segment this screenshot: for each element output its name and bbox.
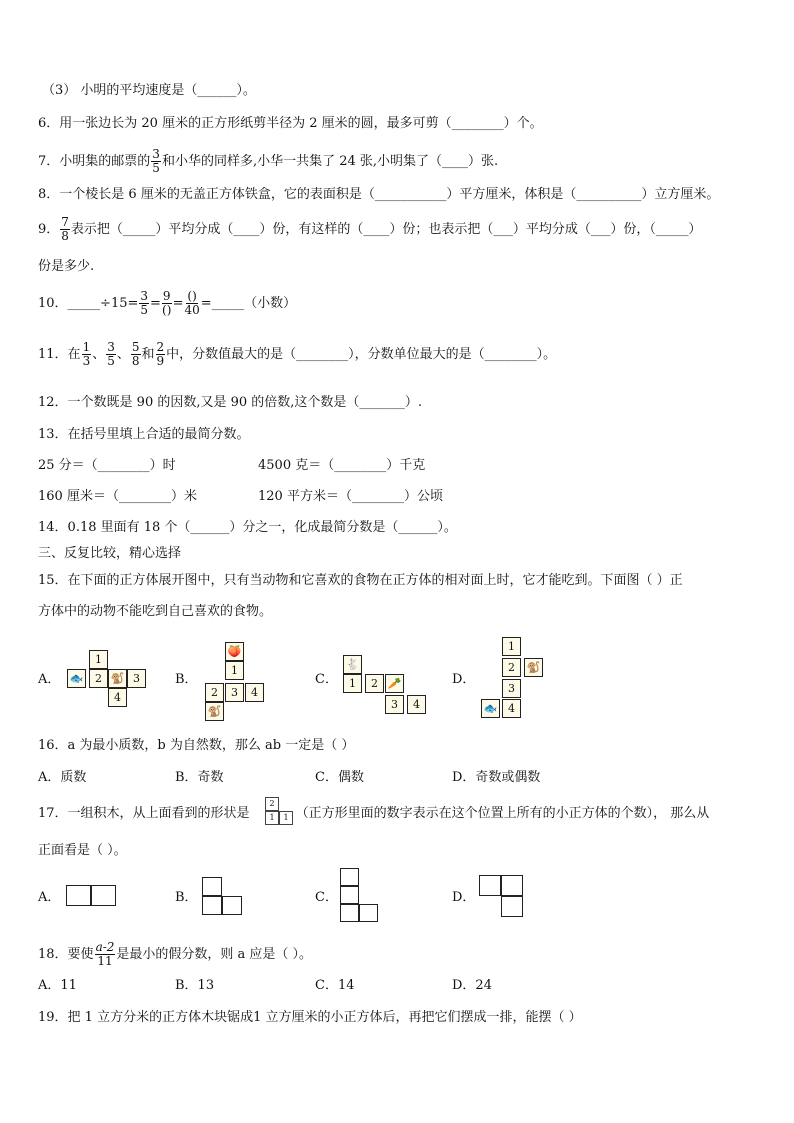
q11-frac-3: $\frac{5}{8}$ <box>131 340 140 368</box>
q7-fraction: $\frac{3}{5}$ <box>152 147 160 175</box>
q13-r2a: 160 厘米＝（________）米 <box>38 489 197 504</box>
q11-frac-4: $\frac{2}{9}$ <box>156 340 165 368</box>
q8 <box>38 186 719 204</box>
q15-line2: 方体中的动物不能吃到自己喜欢的食物。 <box>38 604 273 619</box>
q11-frac-1: $\frac{1}{3}$ <box>82 340 91 368</box>
q6 <box>38 115 543 133</box>
q18-opt-c: C．14 <box>315 978 355 993</box>
q5-3-text: 小明的平均速度是（______）。 <box>80 83 256 98</box>
q7-post: 和小华的同样多,小华一共集了 24 张,小明集了（____）张. <box>161 154 499 169</box>
q17-line2: 正面看是（ ）。 <box>38 843 127 858</box>
q16-opt-d: D．奇数或偶数 <box>452 770 541 785</box>
q15-opt-c: C． <box>315 672 338 687</box>
section-3-heading: 三、反复比较，精心选择 <box>38 546 182 561</box>
q7-num: 7． <box>38 154 60 169</box>
q18-opt-d: D．24 <box>452 978 492 993</box>
q9 <box>38 216 701 243</box>
q15: 15．在下面的正方体展开图中，只有当动物和它喜欢的食物在正方体的相对面上时，它才能吃到。下面图（ ）正 <box>38 573 683 588</box>
q17-opt-c: C． <box>315 890 338 905</box>
q10-frac1: $\frac{3}{5}$ <box>140 289 149 317</box>
q10-frac2: 9 () <box>162 289 172 317</box>
q6-num: 6． <box>38 116 60 131</box>
q6-text: 用一张边长为 20 厘米的正方形纸剪半径为 2 厘米的圆，最多可剪（________）个。 <box>59 116 543 131</box>
q9-fraction: $\frac{7}{8}$ <box>61 215 69 243</box>
q11-num: 11． <box>38 347 68 362</box>
q9-post: 表示把（_____）平均分成（____）份，有这样的（____）份；也表示把（___）平均分成（___）份，（_____） <box>70 222 702 237</box>
q11-frac-2: $\frac{3}{5}$ <box>107 340 115 368</box>
q13-r2b: 120 平方米＝（________）公顷 <box>258 489 443 504</box>
q13-r1a: 25 分＝（________）时 <box>38 458 176 473</box>
q5-3-prefix: （3） <box>42 83 77 98</box>
q18: 18．要使 $\frac{a-2}{11}$ 是最小的假分数，则 a 应是（ ）。 <box>38 940 313 968</box>
q18-opt-b: B．13 <box>175 978 215 993</box>
q8-num: 8． <box>38 187 60 202</box>
q10: 10．_____÷15= $\frac{3}{5}$ = 9 () = () 40 =_____（小数） <box>38 289 297 317</box>
q11: 11．在 $\frac{1}{3}$ 、 $\frac{3}{5}$ 、 $\frac{5}{8}$ 和 $\frac{2}{9}$ 中，分数值最大的是（________），分数单位最大的是（________）。 <box>38 340 557 368</box>
q13: 13．在括号里填上合适的最简分数。 <box>38 427 250 442</box>
q17: 17．一组积木，从上面看到的形状是 （正方形里面的数字表示在这个位置上所有的小正方体的个数）， 那么从 <box>38 806 710 821</box>
q16-opt-a: A．质数 <box>38 770 87 785</box>
q16-opt-c: C．偶数 <box>315 770 364 785</box>
q14: 14．0.18 里面有 18 个（______）分之一，化成最简分数是（______）。 <box>38 520 457 535</box>
q17-opt-d: D． <box>452 890 476 905</box>
q16: 16．a 为最小质数，b 为自然数，那么 ab 一定是（ ） <box>38 738 355 753</box>
q9-line2: 份是多少. <box>38 259 95 274</box>
q15-opt-a: A． <box>38 672 61 687</box>
q7-pre: 小明集的邮票的 <box>59 154 151 169</box>
q18-opt-a: A．11 <box>38 978 77 993</box>
q17-opt-a: A． <box>38 890 61 905</box>
q15-opt-d: D． <box>452 672 476 687</box>
q15-opt-b: B． <box>175 672 198 687</box>
q12: 12．一个数既是 90 的因数,又是 90 的倍数,这个数是（_______）. <box>38 395 423 410</box>
q16-opt-b: B．奇数 <box>175 770 224 785</box>
q10-num: 10． <box>38 296 68 311</box>
q5-3 <box>42 82 256 100</box>
q17-opt-b: B． <box>175 890 198 905</box>
q9-num: 9． <box>38 222 60 237</box>
q8-text: 一个棱长是 6 厘米的无盖正方体铁盒，它的表面积是（___________）平方厘米，体积是（__________）立方厘米。 <box>59 187 720 202</box>
q19: 19．把 1 立方分米的正方体木块锯成1 立方厘米的小正方体后，再把它们摆成一排，能摆（ ） <box>38 1010 582 1025</box>
q10-frac3: () 40 <box>184 289 200 317</box>
q13-r1b: 4500 克＝（________）千克 <box>258 458 426 473</box>
q18-fraction: $\frac{a-2}{11}$ <box>95 940 115 968</box>
q7 <box>38 148 498 175</box>
